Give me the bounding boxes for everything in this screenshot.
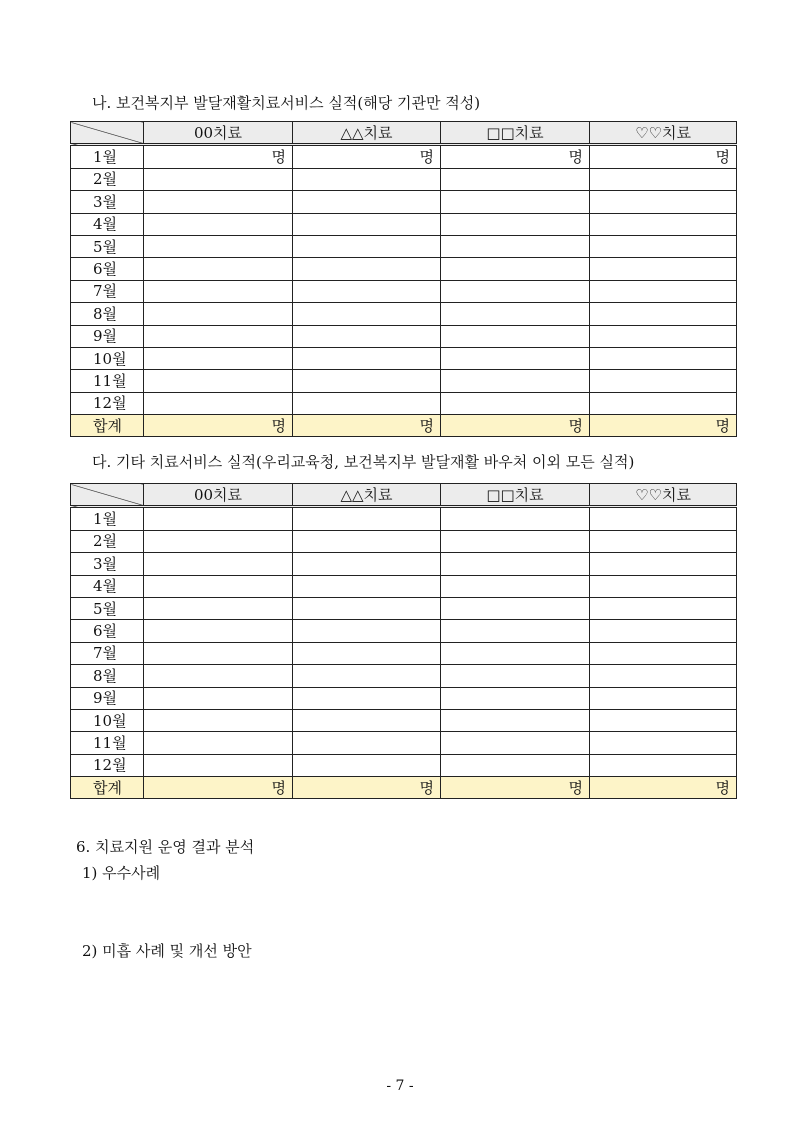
value-cell: [441, 665, 590, 687]
value-cell: [144, 280, 293, 302]
total-cell: 명: [144, 415, 293, 437]
value-cell: [293, 303, 441, 325]
value-cell: [590, 665, 737, 687]
value-cell: [590, 709, 737, 731]
month-label: 7월: [71, 642, 144, 664]
table-section-b: [70, 121, 737, 437]
value-cell: [441, 732, 590, 754]
column-header: ♡♡치료: [590, 122, 737, 145]
value-cell: [293, 325, 441, 347]
table-row: [71, 168, 737, 190]
value-cell: [293, 687, 441, 709]
value-cell: [441, 553, 590, 575]
section-c-title: 다. 기타 치료서비스 실적(우리교육청, 보건복지부 발달재활 바우처 이외 모든 실적): [92, 453, 635, 471]
corner-cell: [71, 484, 144, 507]
table-row: [71, 280, 737, 302]
improvement-item: 2) 미흡 사례 및 개선 방안: [82, 942, 252, 960]
value-cell: [441, 507, 590, 530]
month-label: 3월: [71, 553, 144, 575]
value-cell: [293, 191, 441, 213]
value-cell: [590, 597, 737, 619]
value-cell: [293, 553, 441, 575]
analysis-heading: 6. 치료지원 운영 결과 분석: [76, 838, 255, 856]
value-cell: [590, 575, 737, 597]
value-cell: [590, 258, 737, 280]
corner-cell: [71, 122, 144, 145]
value-cell: [441, 530, 590, 552]
value-cell: [441, 213, 590, 235]
month-label: 10월: [71, 347, 144, 369]
value-cell: [293, 507, 441, 530]
month-label: 12월: [71, 392, 144, 414]
value-cell: [441, 235, 590, 257]
value-cell: 명: [441, 145, 590, 168]
value-cell: [293, 258, 441, 280]
table-row: [71, 665, 737, 687]
value-cell: [144, 530, 293, 552]
value-cell: [590, 392, 737, 414]
value-cell: [144, 507, 293, 530]
month-label: 2월: [71, 168, 144, 190]
value-cell: [144, 597, 293, 619]
value-cell: [590, 687, 737, 709]
value-cell: [144, 687, 293, 709]
value-cell: [144, 213, 293, 235]
value-cell: [144, 168, 293, 190]
value-cell: [144, 665, 293, 687]
month-label: 3월: [71, 191, 144, 213]
value-cell: [590, 347, 737, 369]
table-row: [71, 213, 737, 235]
month-label: 9월: [71, 325, 144, 347]
total-cell: 명: [441, 415, 590, 437]
value-cell: [293, 620, 441, 642]
value-cell: [293, 347, 441, 369]
month-label: 4월: [71, 575, 144, 597]
month-label: 4월: [71, 213, 144, 235]
month-label: 1월: [71, 145, 144, 168]
value-cell: [441, 709, 590, 731]
section-b-title: 나. 보건복지부 발달재활치료서비스 실적(해당 기관만 적성): [92, 94, 481, 112]
month-label: 8월: [71, 303, 144, 325]
column-header: 00치료: [144, 122, 293, 145]
month-label: 5월: [71, 597, 144, 619]
month-label: 1월: [71, 507, 144, 530]
value-cell: [293, 280, 441, 302]
value-cell: [293, 709, 441, 731]
month-label: 9월: [71, 687, 144, 709]
value-cell: [144, 325, 293, 347]
value-cell: [441, 642, 590, 664]
table-row: [71, 145, 737, 168]
value-cell: [590, 642, 737, 664]
value-cell: [144, 235, 293, 257]
value-cell: [441, 392, 590, 414]
value-cell: [293, 370, 441, 392]
value-cell: [590, 507, 737, 530]
value-cell: [590, 530, 737, 552]
value-cell: [144, 754, 293, 776]
total-cell: 명: [293, 777, 441, 799]
value-cell: [293, 665, 441, 687]
total-cell: 명: [144, 777, 293, 799]
month-label: 11월: [71, 370, 144, 392]
value-cell: [293, 732, 441, 754]
month-label: 7월: [71, 280, 144, 302]
table-row: [71, 620, 737, 642]
table-row: [71, 235, 737, 257]
table-row: [71, 303, 737, 325]
value-cell: [441, 754, 590, 776]
value-cell: [293, 235, 441, 257]
table-header-row: [71, 122, 737, 145]
value-cell: [441, 303, 590, 325]
value-cell: 명: [144, 145, 293, 168]
column-header: 00치료: [144, 484, 293, 507]
table-row: [71, 370, 737, 392]
value-cell: [441, 168, 590, 190]
month-label: 8월: [71, 665, 144, 687]
value-cell: [144, 709, 293, 731]
value-cell: [590, 235, 737, 257]
month-label: 6월: [71, 620, 144, 642]
value-cell: [441, 687, 590, 709]
column-header: △△치료: [293, 122, 441, 145]
value-cell: [144, 303, 293, 325]
value-cell: [590, 620, 737, 642]
value-cell: [441, 575, 590, 597]
table-row: [71, 347, 737, 369]
month-label: 12월: [71, 754, 144, 776]
table-row: [71, 732, 737, 754]
value-cell: [590, 213, 737, 235]
value-cell: [441, 620, 590, 642]
table-section-c: [70, 483, 737, 799]
month-label: 11월: [71, 732, 144, 754]
value-cell: [590, 303, 737, 325]
value-cell: [144, 347, 293, 369]
value-cell: [441, 258, 590, 280]
value-cell: [441, 597, 590, 619]
value-cell: [144, 553, 293, 575]
column-header: △△치료: [293, 484, 441, 507]
column-header: □□치료: [441, 484, 590, 507]
table-row: [71, 553, 737, 575]
table-row: [71, 258, 737, 280]
total-label: 합계: [71, 777, 144, 799]
value-cell: [441, 191, 590, 213]
value-cell: [590, 280, 737, 302]
best-practice-item: 1) 우수사례: [82, 864, 161, 882]
value-cell: [144, 370, 293, 392]
table-header-row: [71, 484, 737, 507]
total-cell: 명: [590, 777, 737, 799]
value-cell: [144, 258, 293, 280]
table-row: [71, 687, 737, 709]
total-row: [71, 415, 737, 437]
column-header: ♡♡치료: [590, 484, 737, 507]
value-cell: [293, 213, 441, 235]
value-cell: [590, 191, 737, 213]
value-cell: [293, 597, 441, 619]
table-row: [71, 709, 737, 731]
value-cell: [144, 191, 293, 213]
value-cell: [144, 575, 293, 597]
value-cell: [293, 642, 441, 664]
table-row: [71, 754, 737, 776]
value-cell: [441, 280, 590, 302]
total-cell: 명: [293, 415, 441, 437]
column-header: □□치료: [441, 122, 590, 145]
value-cell: [144, 392, 293, 414]
value-cell: [293, 530, 441, 552]
value-cell: [293, 392, 441, 414]
total-label: 합계: [71, 415, 144, 437]
value-cell: [590, 754, 737, 776]
value-cell: [590, 370, 737, 392]
total-row: [71, 777, 737, 799]
value-cell: [590, 732, 737, 754]
value-cell: [144, 620, 293, 642]
month-label: 5월: [71, 235, 144, 257]
table-row: [71, 392, 737, 414]
table-row: [71, 507, 737, 530]
value-cell: [144, 642, 293, 664]
table-row: [71, 642, 737, 664]
value-cell: [144, 732, 293, 754]
page-number: - 7 -: [386, 1078, 414, 1094]
value-cell: [441, 325, 590, 347]
table-row: [71, 597, 737, 619]
table-row: [71, 530, 737, 552]
value-cell: 명: [590, 145, 737, 168]
value-cell: [293, 575, 441, 597]
month-label: 6월: [71, 258, 144, 280]
value-cell: [441, 370, 590, 392]
value-cell: [590, 325, 737, 347]
value-cell: [590, 168, 737, 190]
table-row: [71, 325, 737, 347]
value-cell: [293, 754, 441, 776]
value-cell: [441, 347, 590, 369]
value-cell: 명: [293, 145, 441, 168]
value-cell: [590, 553, 737, 575]
value-cell: [293, 168, 441, 190]
table-row: [71, 575, 737, 597]
month-label: 2월: [71, 530, 144, 552]
table-row: [71, 191, 737, 213]
total-cell: 명: [590, 415, 737, 437]
total-cell: 명: [441, 777, 590, 799]
month-label: 10월: [71, 709, 144, 731]
